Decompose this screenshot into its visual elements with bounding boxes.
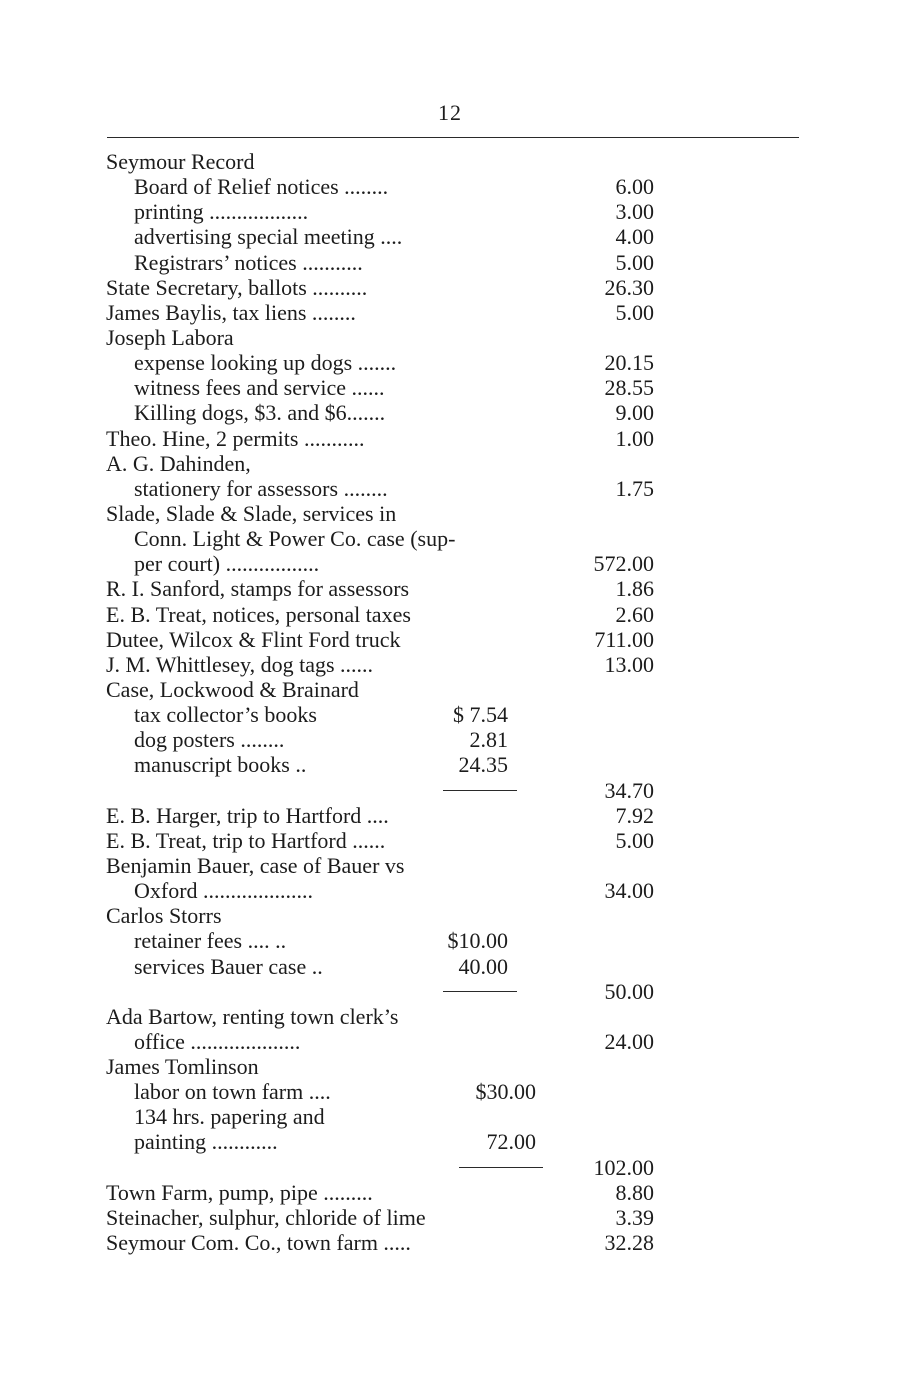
line-description: manuscript books .. xyxy=(134,752,307,778)
ledger-line xyxy=(0,903,900,928)
line-amount: 20.15 xyxy=(604,350,654,376)
line-amount: 102.00 xyxy=(593,1154,654,1180)
ledger-entries xyxy=(0,149,900,1255)
ledger-line xyxy=(0,551,900,576)
line-amount: 26.30 xyxy=(604,274,654,300)
ledger-line xyxy=(0,602,900,627)
line-description: Registrars’ notices ........... xyxy=(134,249,363,275)
line-description: advertising special meeting .... xyxy=(134,224,403,250)
line-description: Seymour Record xyxy=(106,149,255,174)
ledger-line xyxy=(0,853,900,878)
ledger-line xyxy=(0,702,900,727)
line-description: State Secretary, ballots .......... xyxy=(106,274,368,300)
line-amount: 6.00 xyxy=(615,174,654,200)
line-description: James Tomlinson xyxy=(106,1054,259,1080)
ledger-line xyxy=(0,250,900,275)
line-description: dog posters ........ xyxy=(134,727,285,753)
line-description: Killing dogs, $3. and $6....... xyxy=(134,400,386,426)
line-amount: 34.00 xyxy=(604,878,654,904)
line-description: printing .................. xyxy=(134,199,309,225)
line-description: tax collector’s books xyxy=(134,702,317,728)
line-amount: 1.86 xyxy=(615,576,654,602)
sub-amount: $30.00 xyxy=(475,1079,536,1105)
ledger-line xyxy=(0,979,900,1004)
line-description: R. I. Sanford, stamps for assessors xyxy=(106,576,410,602)
sub-amount: $ 7.54 xyxy=(453,702,508,728)
line-amount: 3.39 xyxy=(615,1204,654,1230)
line-description: painting ............ xyxy=(134,1129,278,1155)
line-description: services Bauer case .. xyxy=(134,953,323,979)
line-description: Board of Relief notices ........ xyxy=(134,174,389,200)
ledger-line xyxy=(0,325,900,350)
line-amount: 9.00 xyxy=(615,400,654,426)
line-description: Seymour Com. Co., town farm ..... xyxy=(106,1230,411,1256)
ledger-line xyxy=(0,1155,900,1180)
line-description: Conn. Light & Power Co. case (sup- xyxy=(134,526,456,552)
line-description: Oxford .................... xyxy=(134,878,314,904)
ledger-line xyxy=(0,828,900,853)
line-description: James Baylis, tax liens ........ xyxy=(106,299,356,325)
line-amount: 5.00 xyxy=(615,249,654,275)
ledger-line xyxy=(0,451,900,476)
line-description: per court) ................. xyxy=(134,551,320,577)
line-amount: 34.70 xyxy=(604,777,654,803)
line-amount: 1.00 xyxy=(615,425,654,451)
line-amount: 7.92 xyxy=(615,802,654,828)
line-amount: 5.00 xyxy=(615,299,654,325)
line-description: Ada Bartow, renting town clerk’s xyxy=(106,1003,399,1029)
line-description: Town Farm, pump, pipe ......... xyxy=(106,1179,373,1205)
ledger-line xyxy=(0,199,900,224)
ledger-line xyxy=(0,1230,900,1255)
sub-amount: $10.00 xyxy=(447,928,508,954)
ledger-line xyxy=(0,878,900,903)
ledger-line xyxy=(0,928,900,953)
line-amount: 13.00 xyxy=(604,651,654,677)
line-amount: 572.00 xyxy=(593,551,654,577)
ledger-line xyxy=(0,1079,900,1104)
ledger-line xyxy=(0,627,900,652)
ledger-line xyxy=(0,1205,900,1230)
line-description: witness fees and service ...... xyxy=(134,375,385,401)
ledger-line xyxy=(0,1129,900,1154)
line-description: Case, Lockwood & Brainard xyxy=(106,676,359,702)
ledger-line xyxy=(0,803,900,828)
ledger-line xyxy=(0,752,900,777)
ledger-line xyxy=(0,652,900,677)
line-description: Slade, Slade & Slade, services in xyxy=(106,500,397,526)
line-amount: 2.60 xyxy=(615,601,654,627)
ledger-line xyxy=(0,1104,900,1129)
sub-amount: 2.81 xyxy=(469,727,508,753)
line-amount: 3.00 xyxy=(615,199,654,225)
ledger-line xyxy=(0,1054,900,1079)
page-number: 12 xyxy=(438,100,462,125)
ledger-line xyxy=(0,1180,900,1205)
subtotal-rule xyxy=(459,1167,543,1168)
ledger-line xyxy=(0,476,900,501)
line-description: A. G. Dahinden, xyxy=(106,450,251,476)
ledger-line xyxy=(0,400,900,425)
line-amount: 5.00 xyxy=(615,827,654,853)
ledger-line xyxy=(0,954,900,979)
ledger-line xyxy=(0,677,900,702)
line-description: E. B. Treat, trip to Hartford ...... xyxy=(106,827,386,853)
ledger-line xyxy=(0,375,900,400)
ledger-line xyxy=(0,300,900,325)
line-description: Benjamin Bauer, case of Bauer vs xyxy=(106,852,405,878)
sub-amount: 72.00 xyxy=(486,1129,536,1155)
line-description: retainer fees .... .. xyxy=(134,928,287,954)
ledger-line xyxy=(0,778,900,803)
line-description: Steinacher, sulphur, chloride of lime xyxy=(106,1204,426,1230)
line-description: Dutee, Wilcox & Flint Ford truck xyxy=(106,626,401,652)
ledger-line xyxy=(0,149,900,174)
line-description: E. B. Harger, trip to Hartford .... xyxy=(106,802,389,828)
header-rule xyxy=(107,137,799,138)
line-description: office .................... xyxy=(134,1028,301,1054)
line-amount: 4.00 xyxy=(615,224,654,250)
ledger-line xyxy=(0,727,900,752)
ledger-line xyxy=(0,426,900,451)
line-amount: 28.55 xyxy=(604,375,654,401)
line-amount: 8.80 xyxy=(615,1179,654,1205)
ledger-line xyxy=(0,174,900,199)
ledger-line xyxy=(0,576,900,601)
line-amount: 711.00 xyxy=(594,626,654,652)
line-description: Carlos Storrs xyxy=(106,903,222,929)
sub-amount: 24.35 xyxy=(458,752,508,778)
ledger-line xyxy=(0,350,900,375)
line-description: Theo. Hine, 2 permits ........... xyxy=(106,425,365,451)
ledger-line xyxy=(0,1004,900,1029)
line-amount: 32.28 xyxy=(604,1230,654,1256)
ledger-line xyxy=(0,224,900,249)
ledger-line xyxy=(0,526,900,551)
line-amount: 24.00 xyxy=(604,1028,654,1054)
ledger-line xyxy=(0,1029,900,1054)
line-description: 134 hrs. papering and xyxy=(134,1104,325,1130)
line-description: stationery for assessors ........ xyxy=(134,475,388,501)
line-description: expense looking up dogs ....... xyxy=(134,350,397,376)
line-description: E. B. Treat, notices, personal taxes xyxy=(106,601,411,627)
ledger-line xyxy=(0,275,900,300)
subtotal-rule xyxy=(443,991,517,992)
line-description: J. M. Whittlesey, dog tags ...... xyxy=(106,651,374,677)
line-amount: 1.75 xyxy=(615,475,654,501)
subtotal-rule xyxy=(443,790,517,791)
line-description: labor on town farm .... xyxy=(134,1079,331,1105)
line-description: Joseph Labora xyxy=(106,324,234,350)
line-amount: 50.00 xyxy=(604,978,654,1004)
ledger-line xyxy=(0,501,900,526)
sub-amount: 40.00 xyxy=(458,953,508,979)
